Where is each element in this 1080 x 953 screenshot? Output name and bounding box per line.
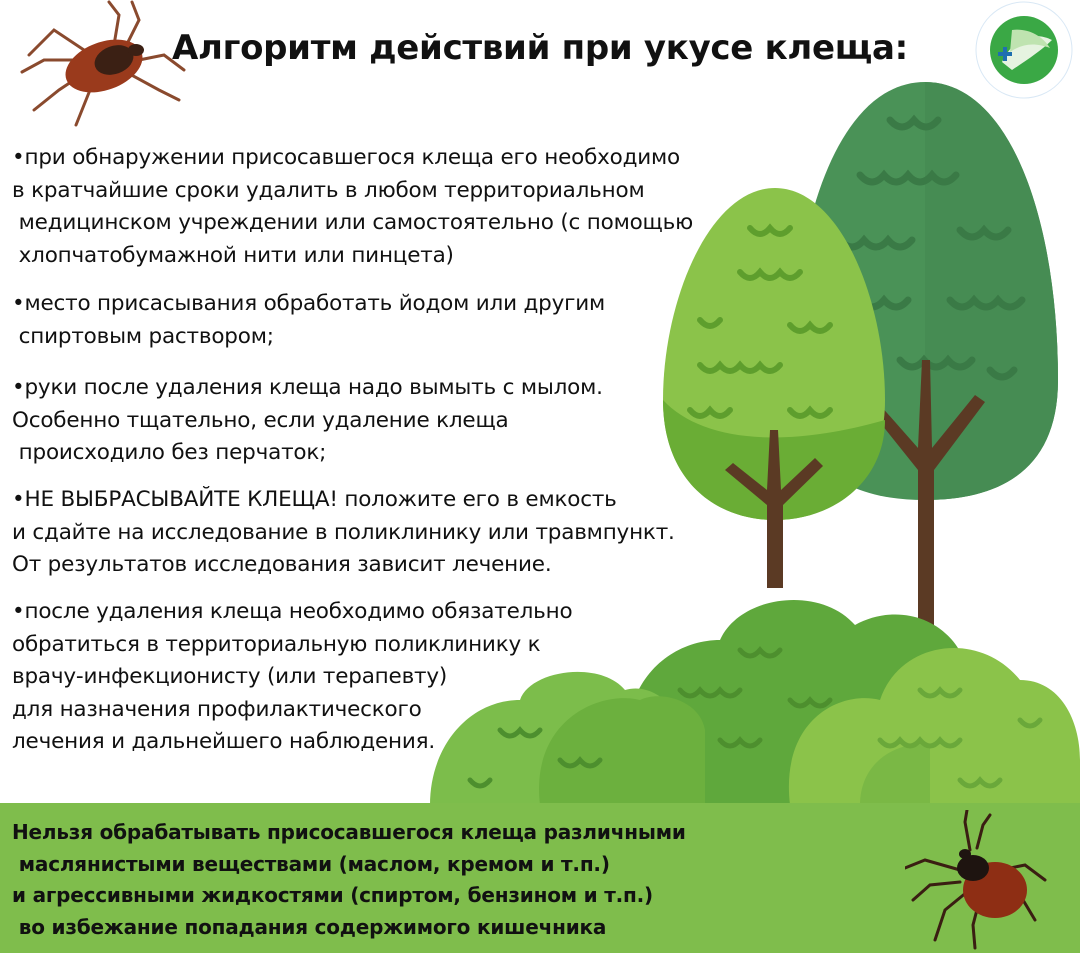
instruction-line: •руки после удаления клеща надо вымыть с мылом. — [12, 375, 603, 400]
tick-icon-bottom-front — [905, 810, 1050, 950]
warning-line: во избежание попадания содержимого кишечника — [12, 914, 607, 939]
clinic-logo — [972, 0, 1078, 100]
warning-line: и агрессивными жидкостями (спиртом, бензином и т.п.) — [12, 883, 653, 907]
instruction-line: обратиться в территориальную поликлинику к — [12, 631, 541, 657]
warning-line: Нельзя обрабатывать присосавшегося клеща различными — [12, 820, 686, 844]
instruction-3 — [12, 372, 603, 470]
instruction-line: для назначения профилактического — [12, 696, 422, 722]
warning-text — [12, 817, 686, 943]
instruction-line: •после удаления клеща необходимо обязательно — [12, 599, 573, 624]
instruction-line: в кратчайшие сроки удалить в любом территориальном — [12, 177, 645, 203]
instruction-line: •при обнаружении присосавшегося клеща его необходимо — [12, 145, 681, 170]
instruction-line: хлопчатобумажной нити или пинцета) — [12, 242, 454, 268]
instruction-line: медицинском учреждении или самостоятельно (с помощью — [12, 210, 693, 235]
instruction-4 — [12, 484, 675, 582]
tick-icon-top — [14, 0, 194, 130]
page-title: Алгоритм действий при укусе клеща: — [172, 28, 908, 68]
instruction-line: •НЕ ВЫБРАСЫВАЙТЕ КЛЕЩА! положите его в емкость — [12, 487, 617, 512]
instruction-line: и сдайте на исследование в поликлинику или травмпункт. — [12, 519, 675, 545]
instruction-line: Особенно тщательно, если удаление клеща — [12, 407, 509, 433]
instruction-line: спиртовым раствором; — [12, 323, 274, 349]
instruction-line: врачу-инфекционисту (или терапевту) — [12, 664, 448, 689]
instruction-line: лечения и дальнейшего наблюдения. — [12, 729, 436, 754]
instruction-line: От результатов исследования зависит лечение. — [12, 552, 552, 577]
instruction-line: происходило без перчаток; — [12, 440, 327, 465]
instruction-1 — [12, 142, 693, 272]
instruction-5 — [12, 596, 572, 759]
instruction-2 — [12, 288, 605, 353]
warning-line: маслянистыми веществами (маслом, кремом и т.п.) — [12, 851, 610, 876]
instruction-line: •место присасывания обработать йодом или другим — [12, 291, 605, 316]
